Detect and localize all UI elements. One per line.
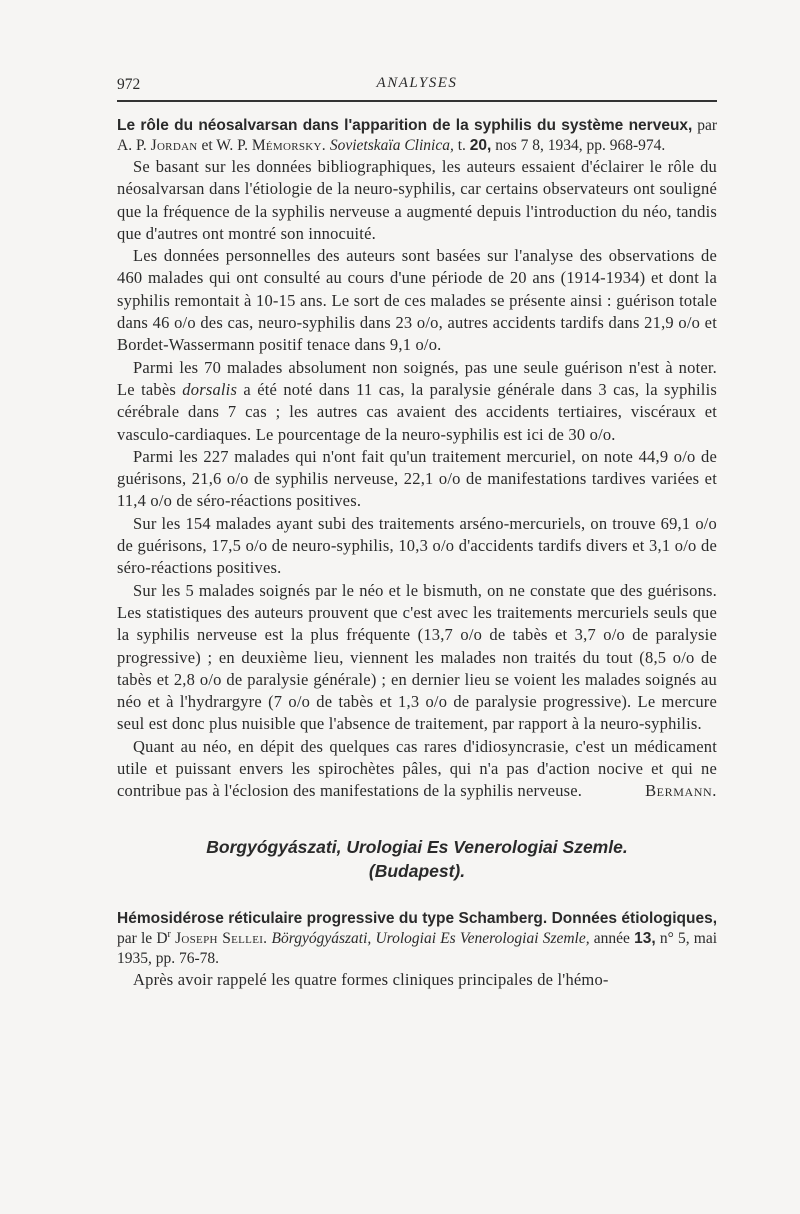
article-1-heading: [117, 116, 717, 156]
article-1-author-1: Jordan: [150, 137, 198, 154]
article-2-journal: Börgyógyászati, Urologiai Es Venerologiai Szemle,: [271, 929, 590, 947]
article-1-journal: Sovietskaïa Clinica,: [329, 137, 454, 154]
header-rule: [117, 100, 717, 102]
article-1-paragraph-4: Parmi les 227 malades qui n'ont fait qu'un traitement mercuriel, on note 44,9 o/o de guérisons, 21,6 o/o de syphilis nerveuse, 22,1 o/o de manifestations tardives variées et 11,4 o/o de séro-réactions positives.: [117, 446, 717, 511]
article-1-by: par A. P.: [117, 117, 718, 154]
article-1-paragraph-6: Sur les 5 malades soignés par le néo et le bismuth, on ne constate que des guérisons. Les statistiques des auteurs prouvent que c'est avec les traitements mercuriels seuls que la syphilis nerveuse est la plus fréquente (13,7 o/o de tabès et 3,7 o/o de paralysie progressive) ; en deuxième lieu, viennent les malades non traités du tout (8,5 o/o de tabès et 2,8 o/o de paralysie générale) ; en dernier lieu se voient les malades soignés au néo et à l'hydrargyre (7 o/o de tabès et 1,3 o/o de paralysie progressive). Le mercure seul est donc plus nuisible que l'absence de traitement, par rapport à la neuro-syphilis.: [117, 580, 717, 734]
article-1-paragraph-3-italic: dorsalis: [182, 379, 238, 399]
article-1-volume: 20,: [469, 137, 492, 154]
running-title: ANALYSES: [376, 75, 458, 91]
page-number: 972: [117, 76, 141, 93]
journal-section-heading: [117, 835, 717, 883]
article-1-paragraph-3: [117, 357, 717, 446]
article-1-signature: Bermann.: [645, 781, 717, 801]
article-1-paragraph-1: Se basant sur les données bibliographiques, les auteurs essaient d'éclairer le rôle du néosalvarsan dans l'étiologie de la neuro-syphilis, car certains observateurs ont souligné que la fréquence de la syphilis nerveuse a augmenté depuis l'introduction du néo, tandis que d'autres ont montré son innocuité.: [117, 157, 717, 243]
journal-section-title: Borgyógyászati, Urologiai Es Venerologiai Szemle.: [206, 836, 628, 857]
article-2-issue: n° 5, mai 1935, pp. 76-78.: [117, 929, 718, 967]
article-1-and: et W. P.: [201, 137, 248, 154]
article-1-paragraph-2: Les données personnelles des auteurs sont basées sur l'analyse des observations de 460 malades qui ont consulté au cours d'une période de 20 ans (1914-1934) et dont la syphilis remontait à 10-15 ans. Le sort de ces malades se présente ainsi : guérison totale dans 46 o/o des cas, neuro-syphilis dans 23 o/o, autres accidents tardifs dans 21,9 o/o et Bordet-Wassermann positif tenace dans 9,1 o/o.: [117, 246, 717, 355]
article-1-paragraph-3-part-1: Parmi les 70 malades absolument non soignés, pas une seule guérison n'est à noter. Le tabès: [117, 357, 717, 399]
article-2-heading: [117, 909, 717, 969]
article-2-number: 13,: [634, 929, 656, 947]
article-2-by-sup: r: [167, 928, 171, 940]
article-2-title: Hémosidérose réticulaire progressive du type Schamberg. Données étiologiques,: [117, 909, 717, 927]
article-2-by: [117, 930, 171, 947]
article-2-by-text: par le D: [117, 929, 168, 947]
page-content: [117, 70, 717, 991]
article-2-paragraph-1: Après avoir rappelé les quatre formes cliniques principales de l'hémo-: [133, 969, 609, 989]
running-header: [117, 70, 717, 100]
article-1-paragraph-7-text: Quant au néo, en dépit des quelques cas rares d'idiosyncrasie, c'est un médicament utile et puissant envers les spirochètes pâles, qui n'a pas d'action nocive et qui ne contribue pas à l'éclosion des manifestations de la syphilis nerveuse.: [117, 736, 717, 801]
article-1-issue-pages: nos 7 8, 1934, pp. 968-974.: [495, 137, 666, 154]
article-1-paragraph-3-part-2: a été noté dans 11 cas, la paralysie générale dans 3 cas, la syphilis cérébrale dans 7 cas ; les autres cas avaient des accidents tertiaires, viscéraux et vasculo-cardiaques. Le pourcentage de la neuro-syphilis est ici de 30 o/o.: [117, 379, 717, 444]
article-1-paragraph-7: [117, 736, 717, 803]
article-1-vol-prefix: t.: [457, 137, 466, 154]
article-2-year-label: année: [593, 929, 630, 947]
article-1-title: Le rôle du néosalvarsan dans l'apparition de la syphilis du système nerveux,: [117, 117, 693, 134]
article-1-paragraph-5: Sur les 154 malades ayant subi des traitements arséno-mercuriels, on trouve 69,1 o/o de guérisons, 17,5 o/o de neuro-syphilis, 10,3 o/o d'accidents tardifs divers et 3,1 o/o de séro-réactions positives.: [117, 513, 717, 578]
article-2-author: Joseph Sellei.: [175, 929, 268, 947]
journal-section-city: (Budapest).: [368, 860, 466, 881]
article-1-author-2: Mémorsky.: [251, 137, 326, 154]
